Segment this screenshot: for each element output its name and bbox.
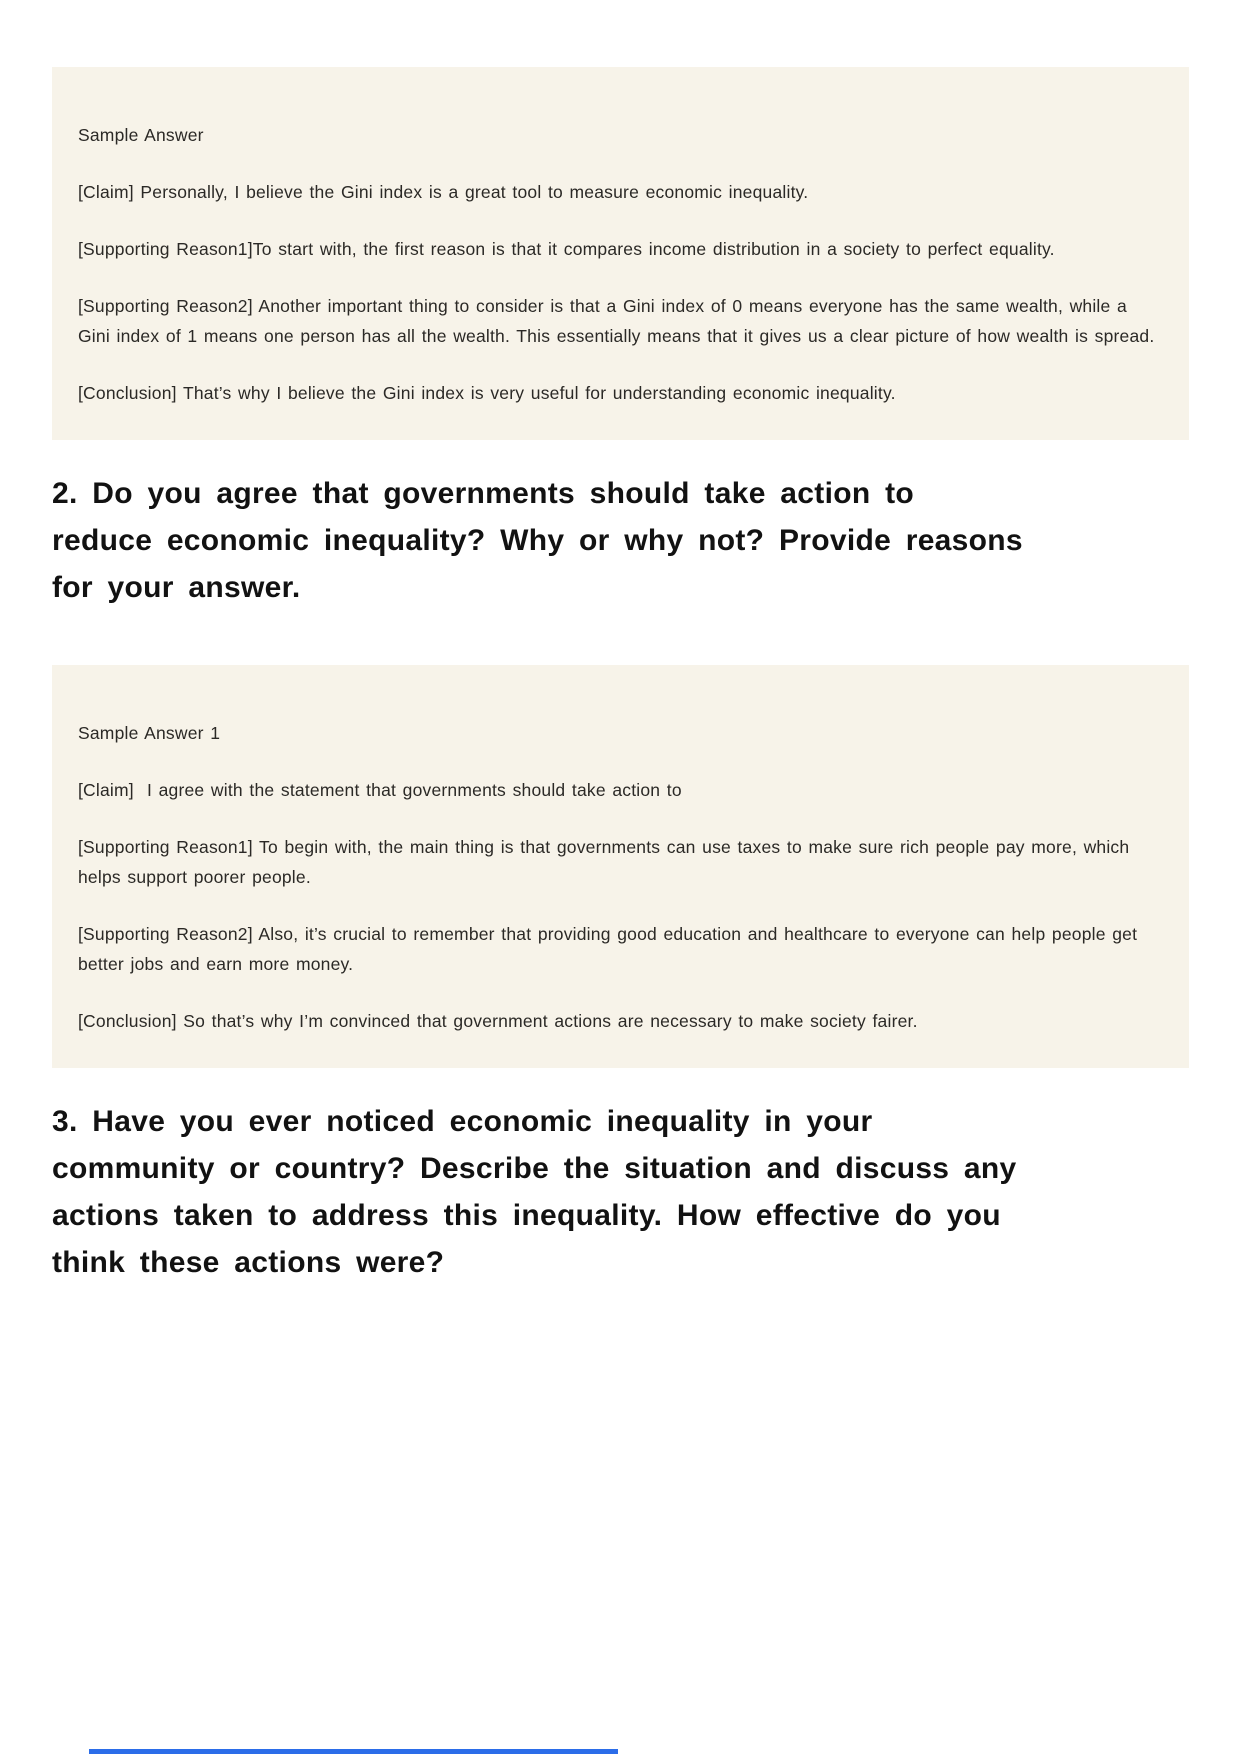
conclusion-paragraph: [Conclusion] So that’s why I’m convinced that government actions are necessary to make society fairer. [78,1011,918,1031]
question-2-line-3: for your answer. [52,571,301,604]
supporting-reason-1-paragraph: [Supporting Reason1]To start with, the first reason is that it compares income distribution in a society to perfect equality. [78,239,1055,259]
question-2-line-2: reduce economic inequality? Why or why not? Provide reasons [52,524,1023,557]
sample-answer-box-2 [52,665,1189,1068]
sample-answer-label: Sample Answer 1 [78,723,221,743]
supporting-reason-2-paragraph: [Supporting Reason2] Another important thing to consider is that a Gini index of 0 means everyone has the same wealth, while a Gini index of 1 means one person has all the wealth. This essentially means that it gives us a clear picture of how wealth is spread. [78,296,1155,346]
sample-answer-label: Sample Answer [78,125,204,145]
question-3-line-4: think these actions were? [52,1246,445,1279]
question-3-line-1: 3. Have you ever noticed economic inequality in your [52,1105,873,1138]
question-3-line-2: community or country? Describe the situation and discuss any [52,1152,1017,1185]
question-3-heading [52,1098,1189,1286]
horizontal-scrollbar-thumb[interactable] [89,1749,618,1754]
question-3-line-3: actions taken to address this inequality. How effective do you [52,1199,1001,1232]
sample-answer-box-1 [52,67,1189,440]
claim-paragraph: [Claim] Personally, I believe the Gini index is a great tool to measure economic inequality. [78,182,809,202]
conclusion-paragraph: [Conclusion] That’s why I believe the Gini index is very useful for understanding economic inequality. [78,383,896,403]
supporting-reason-1-paragraph: [Supporting Reason1] To begin with, the main thing is that governments can use taxes to make sure rich people pay more, which helps support poorer people. [78,837,1136,887]
question-2-line-1: 2. Do you agree that governments should take action to [52,477,915,510]
question-2-heading [52,470,1189,611]
supporting-reason-2-paragraph: [Supporting Reason2] Also, it’s crucial to remember that providing good education and healthcare to everyone can help people get better jobs and earn more money. [78,924,1144,974]
claim-paragraph: [Claim] I agree with the statement that governments should take action to [78,780,682,800]
